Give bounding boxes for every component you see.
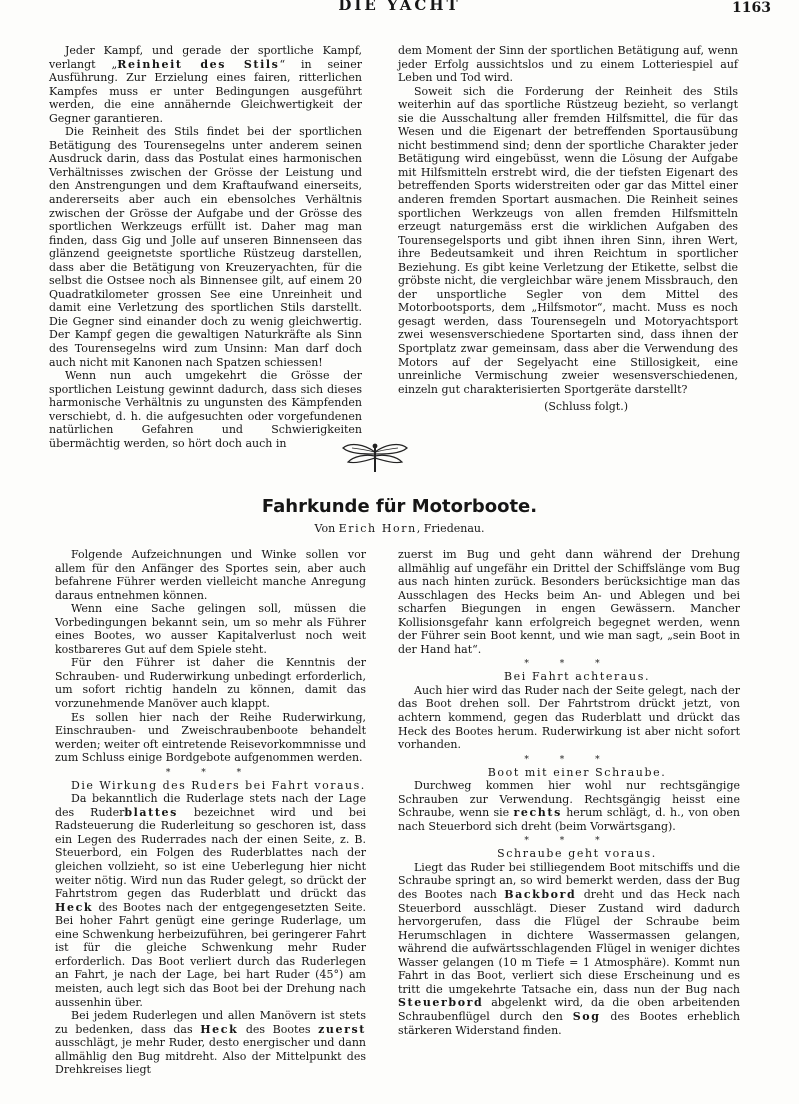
paragraph-text: “ in seiner Ausführung. Zur Erzielung eines fairen, ritterlichen Kampfes muss er unter Bedingungen ausgeführt werden, die eine annähernde Gleichwertigkeit der Gegner garantieren. xyxy=(49,57,362,125)
paragraph xyxy=(398,861,740,1037)
paragraph-text: Wenn eine Sache gelingen soll, müssen die Vorbedingungen bekannt sein, um so mehr als Führer eines Bootes, wo ausser Kapitalverlust noch weit kostbareres Gut auf dem Spiele steht. xyxy=(55,602,366,656)
paragraph xyxy=(398,779,740,833)
paragraph-text: Bei jedem Ruderlegen und allen Manövern ist stets zu bedenken, dass das xyxy=(55,1009,366,1036)
section-heading-fahrt-voraus: Die Wirkung des Ruders bei Fahrt voraus. xyxy=(71,778,366,792)
paragraph-text: Da bekanntlich die Ruderlage stets nach der Lage des Ruder xyxy=(55,792,366,819)
paragraph-text: Liegt das Ruder bei stilliegendem Boot mitschiffs und die Schraube springt an, so wird bemerkt werden, dass der Bug des Bootes nach xyxy=(398,860,740,902)
emphasized-text: zuerst xyxy=(318,1022,366,1036)
continuation-note: (Schluss folgt.) xyxy=(544,400,628,414)
byline-suffix: , Friedenau. xyxy=(416,522,485,535)
emphasized-text: Reinheit des Stils xyxy=(117,57,280,71)
article2-col2-start xyxy=(398,548,740,656)
article2-column-right xyxy=(398,548,740,1037)
article1-column-left xyxy=(49,44,362,450)
paragraph-text: abgelenkt wird, da die oben arbeitenden Schraubenflügel durch den xyxy=(398,996,740,1023)
section-heading-eine-schraube: Boot mit einer Schraube. xyxy=(487,765,667,779)
paragraph xyxy=(49,44,362,125)
article1-col2-paragraphs xyxy=(398,44,738,396)
page-number: 1163 xyxy=(732,0,771,16)
paragraph-text: bezeichnet wird und bei Radsteuerung die Ruderleitung so geschoren ist, dass ein Legen des Ruderrades nach der einen Seite, z. B. Steuerbord, ein Folgen des Ruderblattes nach der gleichen vollzieht, so ist eine Ueberlegung hier nicht weiter nötig. Wird nun das Ruder gelegt, so drückt der Fahrtstrom gegen das Ruderblatt und drückt das xyxy=(55,805,366,901)
paragraph-text: Auch hier wird das Ruder nach der Seite gelegt, nach der das Boot drehen soll. Der Fahrtstrom drückt jetzt, von achtern kommend, gegen das Ruderblatt und drückt das Heck des Bootes herum. Ruderwirkung ist aber nicht sofort vorhanden. xyxy=(398,683,740,752)
paragraph xyxy=(55,656,366,710)
byline-prefix: Von xyxy=(314,522,339,535)
emphasized-text: Heck xyxy=(55,900,94,914)
section-divider: * * * xyxy=(524,754,614,765)
paragraph-text: dreht und das Heck nach Steuerbord ausschlägt. Dieser Zustand wird dadurch hervorgerufen, dass die Flügel der Schraube beim Herumschlagen in dichtere Wassermassen gelangen, während die aufwärtsschlagenden Flügel in weniger dichtes Wasser gelangen (10 m Tiefe = 1 Atmosphäre). Kommt nun Fahrt in das Boot, verliert sich diese Erscheinung und es tritt die umgekehrte Tatsache ein, dass nun der Bug nach xyxy=(398,888,740,996)
paragraph xyxy=(55,792,366,1009)
emphasized-text: rechts xyxy=(513,806,562,820)
paragraph-text: des Bootes xyxy=(238,1022,319,1036)
section-divider: * * * xyxy=(524,659,614,670)
paragraph-text: dem Moment der Sinn der sportlichen Betätigung auf, wenn jeder Erfolg aussichtslos und zu einem Lotteriespiel auf Leben und Tod wird. xyxy=(398,44,738,85)
paragraph-text: herum schlägt, d. h., von oben nach Steuerbord sich dreht (beim Vorwärtsgang). xyxy=(398,806,740,833)
paragraph-text: Wenn nun auch umgekehrt die Grösse der sportlichen Leistung gewinnt dadurch, dass sich dieses harmonische Verhältnis zu ungunsten des Kämpfenden verschiebt, d. h. die aufgesuchten oder vorgefundenen natürlichen Gefahren und Schwierigkeiten übermächtig werden, so hört doch auch in xyxy=(49,369,362,450)
emphasized-text: blattes xyxy=(124,805,178,819)
article2-section2-paragraphs xyxy=(398,684,740,752)
paragraph-text: des Bootes nach der entgegengesetzten Seite. Bei hoher Fahrt genügt eine geringe Ruderlage, um eine Schwenkung herbeizuführen, bei geringerer Fahrt ist für die gleiche Schwenkung mehr Ruder erforderlich. Das Boot verliert durch das Ruderlegen an Fahrt, je nach der Lage, bei hart Ruder (45°) am meisten, auch legt sich das Boot bei der Drehung nach aussenhin über. xyxy=(55,900,366,1009)
paragraph xyxy=(55,1009,366,1077)
article2-section1-paragraphs xyxy=(55,792,366,1076)
article2-column-left xyxy=(55,548,366,1077)
byline-author: Erich Horn xyxy=(338,522,417,535)
dragonfly-ornament-icon xyxy=(340,440,410,476)
paragraph-text: ausschlägt, je mehr Ruder, desto energischer und dann allmählig den Bug mitdreht. Also der Mittelpunkt des Drehkreises liegt xyxy=(55,1036,366,1077)
paragraph-text: Soweit sich die Forderung der Reinheit des Stils weiterhin auf das sportliche Rüstzeug bezieht, so verlangt sie die Ausschaltung aller fremden Hilfsmittel, die für das Wesen und die Eigenart der betreffenden Sportausübung nicht bestimmend sind; denn der sportliche Charakter jeder Betätigung wird eingebüsst, wenn die Lösung der Aufgabe mit Hilfsmitteln erstrebt wird, die der tiefsten Eigenart des betreffenden Sports widerstreiten oder gar das Mittel einer anderen fremden Sportart ausmachen. Die Reinheit seines sportlichen Werkzeugs von allen fremden Hilfsmitteln erzeugt naturgemäss erst die wirklichen Aufgaben des Tourensegelsports und gibt ihnen ihren Sinn, ihren Wert, ihre Bedeutsamkeit und ihren Reichtum in sportlicher Beziehung. Es gibt keine Verletzung der Etikette, selbst die gröbste nicht, die vergleichbar wäre jenem Missbrauch, den der unsportliche Segler von dem Mittel des Motorbootsports, dem „Hilfsmotor“, macht. Muss es noch gesagt werden, dass Tourensegeln und Motoryachtsport zwei wesensverschiedene Sportarten sind, dass ihnen der Sportplatz zwar gemeinsam, dass aber die Verwendung des Motors auf der Segelyacht eine Stillosigkeit, eine unreinliche Vermischung zweier wesensverschiedenen, einzeln gut charakterisierten Sportgeräte darstellt? xyxy=(398,84,738,396)
article1-col1-paragraphs xyxy=(49,44,362,450)
article2-section3-paragraphs xyxy=(398,779,740,833)
paragraph xyxy=(55,548,366,602)
paragraph xyxy=(398,548,740,656)
article-byline xyxy=(0,522,799,535)
paragraph-text: Es sollen hier nach der Reihe Ruderwirkung, Einschrauben- und Zweischraubenboote behandelt werden; weiter oft eintretende Reisevorkommnisse und zum Schluss einige Bordgebote aufgenommen werden. xyxy=(55,710,366,765)
paragraph-text: zuerst im Bug und geht dann während der Drehung allmählig auf ungefähr ein Drittel der Schiffslänge vom Bug aus nach hinten zurück. Besonders berücksichtige man das Ausschlagen des Hecks beim An- und Ablegen und bei scharfen Biegungen in engen Gewässern. Mancher Kollisionsgefahr kann erfolgreich begegnet werden, wenn der Führer sein Boot kennt, und wie man sagt, „sein Boot in der Hand hat“. xyxy=(398,548,740,656)
paragraph-text: Für den Führer ist daher die Kenntnis der Schrauben- und Ruderwirkung unbedingt erforderlich, um sofort richtig handeln zu können, damit das vorzunehmende Manöver auch klappt. xyxy=(55,656,366,711)
section-heading-fahrt-achteraus: Bei Fahrt achteraus. xyxy=(503,670,651,684)
paragraph xyxy=(398,684,740,752)
paragraph-text: Durchweg kommen hier wohl nur rechtsgängige Schrauben zur Verwendung. Rechtsgängig heisst eine Schraube, wenn sie xyxy=(398,779,740,820)
paragraph xyxy=(398,44,738,85)
paragraph xyxy=(49,125,362,369)
emphasized-text: Backbord xyxy=(504,888,577,902)
article1-column-right xyxy=(398,44,738,414)
article2-section4-paragraphs xyxy=(398,861,740,1037)
section-heading-schraube-voraus: Schraube geht voraus. xyxy=(497,847,657,861)
paragraph-text: des Bootes erheblich stärkeren Widerstand finden. xyxy=(398,1009,740,1037)
section-divider: * * * xyxy=(165,767,256,778)
running-head: DIE YACHT xyxy=(338,0,461,14)
emphasized-text: Steuerbord xyxy=(398,996,484,1010)
paragraph-text: Folgende Aufzeichnungen und Winke sollen vor allem für den Anfänger des Sportes sein, aber auch befahrene Führer werden vielleicht manche Anregung daraus entnehmen können. xyxy=(55,548,366,602)
paragraph-text: Jeder Kampf, und gerade der sportliche Kampf, verlangt „ xyxy=(49,44,362,71)
section-divider: * * * xyxy=(524,836,614,847)
paragraph xyxy=(55,602,366,656)
paragraph xyxy=(398,85,738,397)
article-title: Fahrkunde für Motorboote. xyxy=(261,496,538,517)
article2-intro-paragraphs xyxy=(55,548,366,765)
paragraph-text: Die Reinheit des Stils findet bei der sportlichen Betätigung des Tourensegelns unter anderem seinen Ausdruck darin, dass das Postulat eines harmonischen Verhältnisses zwischen der Grösse der Leistung und den Anstrengungen und dem Kraftaufwand einerseits, andererseits aber auch ein ebensolches Verhältnis zwischen der Grösse der Aufgabe und der Grösse des sportlichen Werkzeugs erfüllt ist. Daher mag man finden, dass Gig und Jolle auf unseren Binnenseen das glänzend geeignetste sportliche Rüstzeug darstellen, dass aber die Betätigung von Kreuzeryachten, für die selbst die Ostsee noch als Binnensee gilt, auf einem 20 Quadratkilometer grossen See eine Unreinheit und damit eine Verletzung des sportlichen Stils darstellt. Die Gegner sind einander doch zu wenig gleichwertig. Der Kampf gegen die gewaltigen Naturkräfte als Sinn des Tourensegelns wird zum Unsinn: Man darf doch auch nicht mit Kanonen nach Spatzen schiessen! xyxy=(49,125,362,369)
emphasized-text: Sog xyxy=(572,1009,601,1023)
emphasized-text: Heck xyxy=(200,1022,239,1036)
paragraph xyxy=(49,369,362,450)
paragraph xyxy=(55,711,366,765)
